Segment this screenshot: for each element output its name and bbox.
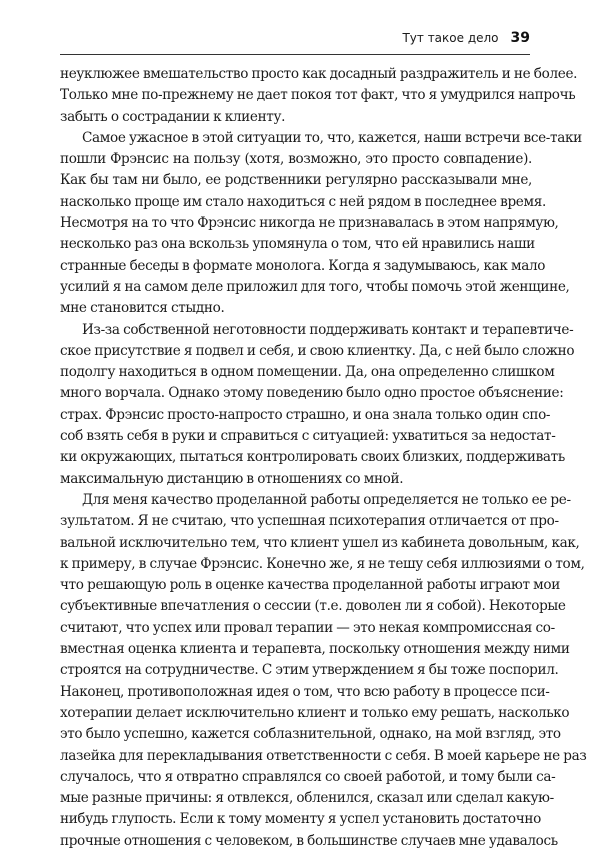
text-line: строятся на сотрудничестве. С этим утверждением я бы тоже поспорил. bbox=[60, 662, 559, 679]
text-line: считают, что успех или провал терапии — это некая компромиссная со- bbox=[60, 619, 555, 636]
text-line: соб взять себя в руки и справиться с ситуацией: ухватиться за недостат- bbox=[60, 428, 556, 445]
text-line: максимальную дистанцию в отношениях со мной. bbox=[60, 470, 404, 487]
text-line: субъективные впечатления о сессии (т.е. доволен ли я собой). Некоторые bbox=[60, 598, 566, 615]
text-line: мые разные причины: я отвлекся, обленился, сказал или сделал какую- bbox=[60, 790, 554, 807]
text-line: забыть о сострадании к клиенту. bbox=[60, 108, 286, 125]
text-line: страх. Фрэнсис просто-напросто страшно, и она знала только один спо- bbox=[60, 406, 551, 423]
text-line: Несмотря на то что Фрэнсис никогда не признавалась в этом напрямую, bbox=[60, 215, 559, 232]
text-line: Самое ужасное в этой ситуации то, что, кажется, наши встречи все-таки bbox=[82, 129, 582, 146]
text-line: ское присутствие я подвел и себя, и свою клиентку. Да, с ней было сложно bbox=[60, 342, 575, 359]
text-line: случалось, что я отвратно справлялся со своей работой, и тому были са- bbox=[60, 768, 556, 785]
text-line: странные беседы в формате монолога. Когда я задумываюсь, как мало bbox=[60, 257, 546, 274]
page-number: 39 bbox=[510, 30, 530, 46]
text-line: к примеру, в случае Фрэнсис. Конечно же, я не тешу себя иллюзиями о том, bbox=[60, 555, 585, 572]
header-rule bbox=[60, 54, 530, 55]
text-line: подолгу находиться в одном помещении. Да, она определенно слишком bbox=[60, 364, 555, 381]
text-line: Из-за собственной неготовности поддерживать контакт и терапевтиче- bbox=[82, 321, 574, 338]
text-line: зультатом. Я не считаю, что успешная психотерапия отличается от про- bbox=[60, 513, 559, 530]
text-line: Для меня качество проделанной работы определяется не только ее ре- bbox=[82, 491, 571, 508]
text-line: вместная оценка клиента и терапевта, поскольку отношения между ними bbox=[60, 641, 570, 658]
text-line: несколько раз она вскользь упомянула о том, что ей нравились наши bbox=[60, 236, 535, 253]
text-line: что решающую роль в оценке качества проделанной работы играют мои bbox=[60, 577, 560, 594]
text-line: нибудь глупость. Если к тому моменту я успел установить достаточно bbox=[60, 811, 541, 828]
running-title: Тут такое дело bbox=[402, 31, 499, 45]
text-line: мне становится стыдно. bbox=[60, 300, 225, 317]
running-head bbox=[60, 30, 530, 52]
text-line: лазейка для перекладывания ответственности с себя. В моей карьере не раз bbox=[60, 747, 587, 764]
text-line: пошли Фрэнсис на пользу (хотя, возможно, это просто совпадение). bbox=[60, 151, 532, 168]
text-line: Только мне по-прежнему не дает покоя тот факт, что я умудрился напрочь bbox=[60, 87, 576, 104]
text-line: неуклюжее вмешательство просто как досадный раздражитель и не более. bbox=[60, 66, 578, 82]
text-line: это было успешно, кажется соблазнительной, однако, на мой взгляд, это bbox=[60, 726, 561, 743]
text-line: хотерапии делает исключительно клиент и только ему решать, насколько bbox=[60, 704, 570, 721]
text-line: усилий я на самом деле приложил для того, чтобы помочь этой женщине, bbox=[60, 278, 570, 295]
text-line: вальной исключительно тем, что клиент ушел из кабинета довольным, как, bbox=[60, 534, 580, 551]
text-line: прочные отношения с человеком, в большинстве случаев мне удавалось bbox=[60, 832, 558, 849]
text-line: Наконец, противоположная идея о том, что всю работу в процессе пси- bbox=[60, 683, 550, 700]
text-line: много ворчала. Однако этому поведению было одно простое объяснение: bbox=[60, 385, 564, 402]
text-line: ки окружающих, пытаться контролировать своих близких, поддерживать bbox=[60, 449, 565, 466]
text-line: Как бы там ни было, ее родственники регулярно рассказывали мне, bbox=[60, 172, 532, 189]
text-line: насколько проще им стало находиться с ней рядом в последнее время. bbox=[60, 193, 546, 210]
body-text bbox=[60, 64, 587, 852]
